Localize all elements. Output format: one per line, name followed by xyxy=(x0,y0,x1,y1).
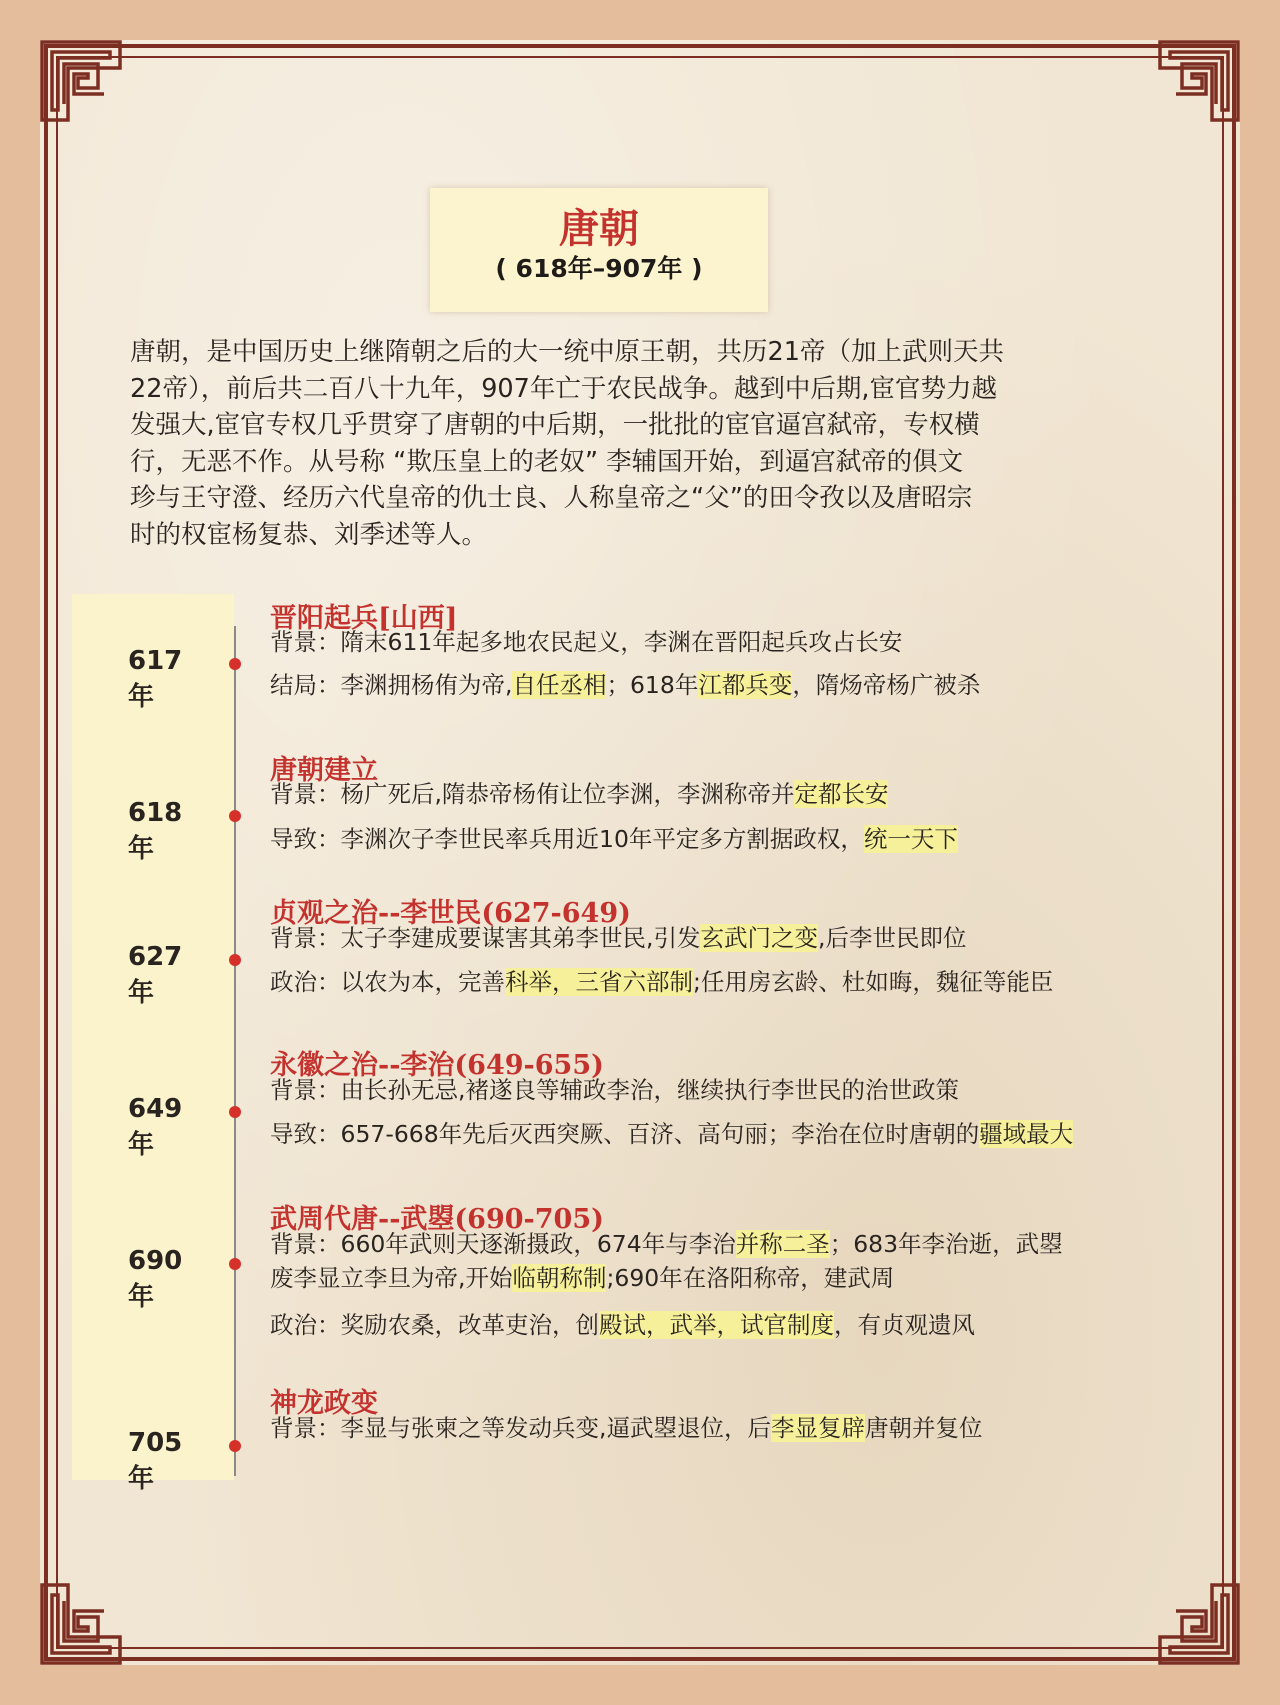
event-heading: 神龙政变 xyxy=(270,1388,378,1419)
event-detail-line xyxy=(270,1117,1190,1151)
event-heading: 晋阳起兵[山西] xyxy=(270,603,458,634)
event-heading: 武周代唐--武曌(690-705) xyxy=(270,1204,604,1235)
event-year: 627年 xyxy=(128,942,183,1008)
intro-line: 唐朝，是中国历史上继隋朝之后的大一统中原王朝，共历21帝（加上武则天共 xyxy=(130,337,1004,367)
highlighted-text: 疆域最大 xyxy=(979,1120,1074,1148)
event-year: 705年 xyxy=(128,1428,183,1494)
highlighted-text: 并称二圣 xyxy=(735,1230,830,1258)
event-detail-line xyxy=(270,777,1190,811)
event-heading: 唐朝建立 xyxy=(270,755,378,786)
detail-text: 背景：杨广死后,隋恭帝杨侑让位李渊，李渊称帝并 xyxy=(270,780,795,808)
event-detail-line xyxy=(270,625,1190,659)
corner-ornament-bottom-right xyxy=(1156,1581,1242,1667)
intro-line: 22帝），前后共二百八十九年，907年亡于农民战争。越到中后期,宦官势力越 xyxy=(130,373,997,404)
detail-text: ；683年李治逝，武曌 xyxy=(829,1230,1063,1258)
timeline-dot xyxy=(229,658,241,670)
timeline-axis xyxy=(234,626,236,1476)
highlighted-text: 李显复辟 xyxy=(770,1414,865,1442)
event-year: 617年 xyxy=(128,646,183,712)
event-heading: 永徽之治--李治(649-655) xyxy=(270,1050,604,1081)
timeline-dot xyxy=(229,1106,241,1118)
detail-text: 导致：657-668年先后灭西突厥、百济、高句丽；李治在位时唐朝的 xyxy=(270,1120,980,1148)
intro-line: 发强大,宦官专权几乎贯穿了唐朝的中后期，一批批的宦官逼宫弑帝，专权横 xyxy=(130,410,980,440)
title-card xyxy=(430,188,768,312)
timeline-dot xyxy=(229,1258,241,1270)
event-detail-line xyxy=(270,1227,1190,1261)
detail-text: 背景：隋末611年起多地农民起义，李渊在晋阳起兵攻占长安 xyxy=(270,628,903,656)
page-title: 唐朝 xyxy=(559,205,639,252)
intro-line: 珍与王守澄、经历六代皇帝的仇士良、人称皇帝之“父”的田令孜以及唐昭宗 xyxy=(130,483,973,513)
timeline-year-band xyxy=(72,594,234,1480)
corner-ornament-top-right xyxy=(1156,38,1242,124)
detail-text: 背景：李显与张柬之等发动兵变,逼武曌退位，后 xyxy=(270,1414,771,1442)
event-detail-line xyxy=(270,668,1190,702)
corner-ornament-bottom-left xyxy=(38,1581,124,1667)
detail-text: 导致：李渊次子李世民率兵用近10年平定多方割据政权， xyxy=(270,825,864,853)
detail-text: ,后李世民即位 xyxy=(817,924,967,952)
detail-text: 唐朝并复位 xyxy=(864,1414,983,1442)
event-detail-line xyxy=(270,1073,1190,1107)
event-heading: 贞观之治--李世民(627-649) xyxy=(270,898,631,929)
event-detail-line xyxy=(270,921,1190,955)
detail-text: 结局：李渊拥杨侑为帝, xyxy=(270,671,513,699)
detail-text: ;690年在洛阳称帝，建武周 xyxy=(606,1264,895,1292)
detail-text: ，有贞观遗风 xyxy=(834,1311,975,1339)
detail-text: 背景：太子李建成要谋害其弟李世民,引发 xyxy=(270,924,701,952)
corner-ornament-top-left xyxy=(38,38,124,124)
highlighted-text: 科举，三省六部制 xyxy=(505,968,693,996)
intro-line: 行，无恶不作。从号称 “欺压皇上的老奴” 李辅国开始，到逼宫弑帝的俱文 xyxy=(130,446,964,477)
event-detail-line xyxy=(270,1261,1190,1295)
event-year: 649年 xyxy=(128,1094,183,1160)
detail-text: ；618年 xyxy=(606,671,699,699)
intro-line: 时的权宦杨复恭、刘季述等人。 xyxy=(130,519,488,550)
event-detail-line xyxy=(270,1308,1190,1342)
detail-text: 背景：660年武则天逐渐摄政，674年与李治 xyxy=(270,1230,736,1258)
detail-text: ，隋炀帝杨广被杀 xyxy=(792,671,981,699)
timeline-dot xyxy=(229,1440,241,1452)
highlighted-text: 殿试，武举，试官制度 xyxy=(599,1311,834,1339)
highlighted-text: 统一天下 xyxy=(863,825,958,853)
highlighted-text: 江都兵变 xyxy=(698,671,793,699)
detail-text: 政治：奖励农桑，改革吏治，创 xyxy=(270,1311,599,1339)
detail-text: ;任用房玄龄、杜如晦，魏征等能臣 xyxy=(693,968,1054,996)
intro-paragraph xyxy=(130,334,1150,553)
timeline-dot xyxy=(229,954,241,966)
date-range: ( 618年–907年 ) xyxy=(495,254,703,283)
event-detail-line xyxy=(270,965,1190,999)
timeline-dot xyxy=(229,810,241,822)
detail-text: 政治：以农为本，完善 xyxy=(270,968,505,996)
detail-text: 废李显立李旦为帝,开始 xyxy=(270,1264,513,1292)
highlighted-text: 自任丞相 xyxy=(512,671,607,699)
highlighted-text: 玄武门之变 xyxy=(700,924,818,952)
event-detail-line xyxy=(270,822,1190,856)
event-year: 618年 xyxy=(128,798,183,864)
highlighted-text: 临朝称制 xyxy=(512,1264,607,1292)
detail-text: 背景：由长孙无忌,褚遂良等辅政李治，继续执行李世民的治世政策 xyxy=(270,1076,959,1104)
highlighted-text: 定都长安 xyxy=(794,780,889,808)
event-year: 690年 xyxy=(128,1246,183,1312)
event-detail-line xyxy=(270,1411,1190,1445)
